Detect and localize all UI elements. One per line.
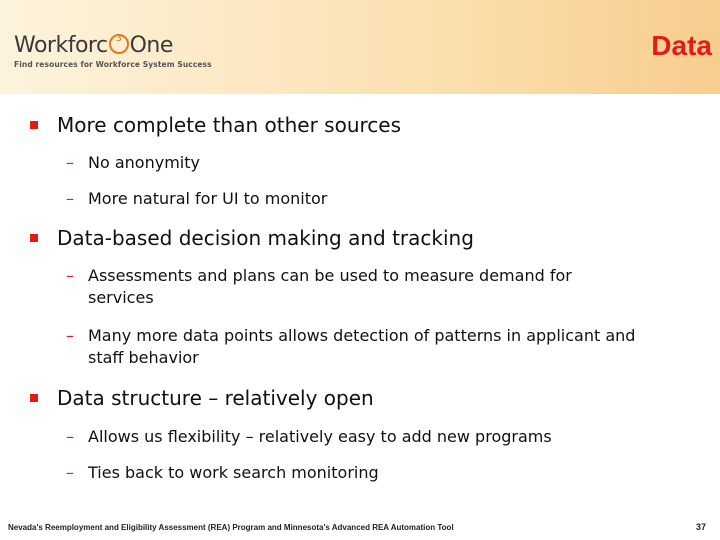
logo-text-workforce: Workforc bbox=[14, 33, 108, 58]
bullet-text: Data structure – relatively open bbox=[57, 386, 374, 410]
sub-bullet-1-1 bbox=[66, 152, 668, 174]
slide-title: Data bbox=[651, 30, 712, 61]
dash-icon: – bbox=[66, 427, 74, 446]
dash-icon: – bbox=[66, 463, 74, 482]
sub-bullet-text: Assessments and plans can be used to measure demand for services bbox=[88, 266, 572, 307]
footer-text: Nevada's Reemployment and Eligibility Assessment (REA) Program and Minnesota's Advanced REA Automation Tool bbox=[8, 523, 454, 532]
bullet-square-icon bbox=[30, 394, 38, 402]
dash-icon: – bbox=[66, 153, 74, 172]
sub-bullet-text: More natural for UI to monitor bbox=[88, 189, 328, 208]
logo-text-one: One bbox=[129, 33, 173, 58]
bullet-text: More complete than other sources bbox=[57, 113, 401, 137]
dash-icon: – bbox=[66, 189, 74, 208]
sub-bullet-2-1 bbox=[66, 265, 628, 309]
bullet-2 bbox=[30, 226, 474, 250]
logo-e3-icon bbox=[109, 34, 129, 54]
workforce3one-logo bbox=[14, 32, 212, 69]
page-number: 37 bbox=[695, 522, 706, 532]
sub-bullet-text: Many more data points allows detection of patterns in applicant and staff behavior bbox=[88, 326, 636, 367]
slide-header bbox=[0, 0, 720, 94]
sub-bullet-text: Ties back to work search monitoring bbox=[88, 463, 379, 482]
sub-bullet-text: Allows us flexibility – relatively easy to add new programs bbox=[88, 427, 552, 446]
sub-bullet-3-1 bbox=[66, 426, 668, 448]
sub-bullet-1-2 bbox=[66, 188, 668, 210]
sub-bullet-2-2 bbox=[66, 325, 668, 369]
bullet-text: Data-based decision making and tracking bbox=[57, 226, 474, 250]
sub-bullet-3-2 bbox=[66, 462, 668, 484]
sub-bullet-text: No anonymity bbox=[88, 153, 200, 172]
bullet-square-icon bbox=[30, 234, 38, 242]
bullet-square-icon bbox=[30, 121, 38, 129]
dash-icon: – bbox=[66, 326, 74, 345]
bullet-1 bbox=[30, 113, 401, 137]
logo-tagline: Find resources for Workforce System Success bbox=[14, 60, 212, 69]
bullet-3 bbox=[30, 386, 374, 410]
dash-icon: – bbox=[66, 266, 74, 285]
